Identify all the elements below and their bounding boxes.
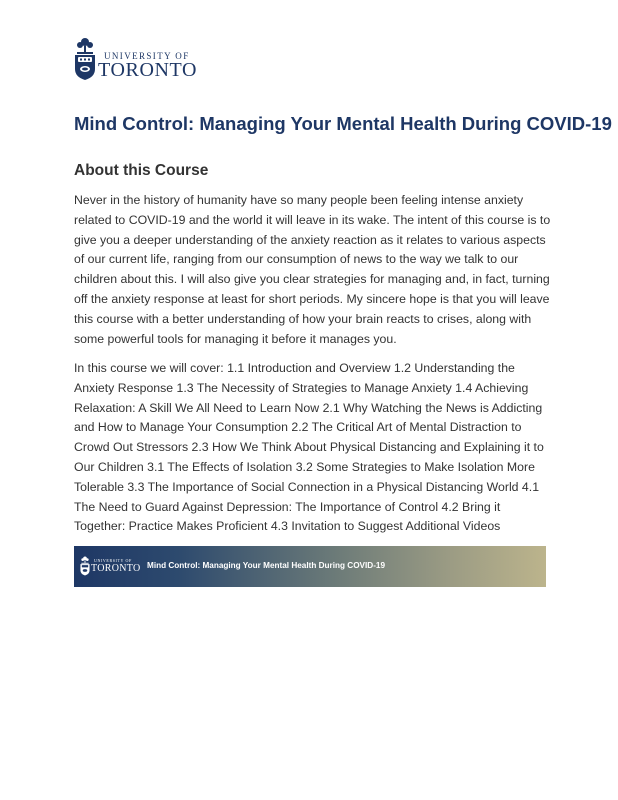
course-description: Never in the history of humanity have so many people been feeling intense anxiety related to COVID-19 and the world it will leave in its wake. The intent of this course is to give you a deeper understanding of the anxiety reaction as it relates to various aspects of our current life, ranging from our consumption of news to the way we talk to our children about this. I will also give you clear strategies for managing and, in fact, turning off the anxiety response at least for short periods. My sincere hope is that you will leave this course with a better understanding of how your brain reacts to crises, along with some powerful tools for managing it before it manages you.: [74, 193, 551, 346]
logo-line-1: UNIVERSITY OF: [104, 51, 190, 61]
banner-logo-line-2: TORONTO: [91, 563, 141, 574]
banner-crest-icon: [80, 555, 90, 577]
crest-icon: [74, 37, 96, 81]
page-title: Mind Control: Managing Your Mental Health During COVID-19: [74, 113, 612, 134]
course-banner: [74, 546, 546, 587]
course-outline: In this course we will cover: 1.1 Introduction and Overview 1.2 Understanding the Anxiety Response 1.3 The Necessity of Strategies to Manage Anxiety 1.4 Achieving Relaxation: A Skill We All Need to Learn Now 2.1 Why Watching the News is Addicting and How to Manage Your Consumption 2.2 The Critical Art of Mental Distraction to Crowd Out Stressors 2.3 How We Think About Physical Distancing and Explaining it to Our Children 3.1 The Effects of Isolation 3.2 Some Strategies to Make Isolation More Tolerable 3.3 The Importance of Social Connection in a Physical Distancing World 4.1 The Need to Guard Against Depression: The Importance of Control 4.2 Bring it Together: Practice Makes Proficient 4.3 Invitation to Suggest Additional Videos: [74, 361, 544, 534]
logo-line-2: TORONTO: [98, 59, 198, 81]
university-logo: [74, 37, 204, 83]
banner-logo-line-1: UNIVERSITY OF: [94, 558, 132, 563]
section-heading-about: About this Course: [74, 162, 209, 179]
banner-title: Mind Control: Managing Your Mental Health During COVID-19: [147, 561, 386, 570]
